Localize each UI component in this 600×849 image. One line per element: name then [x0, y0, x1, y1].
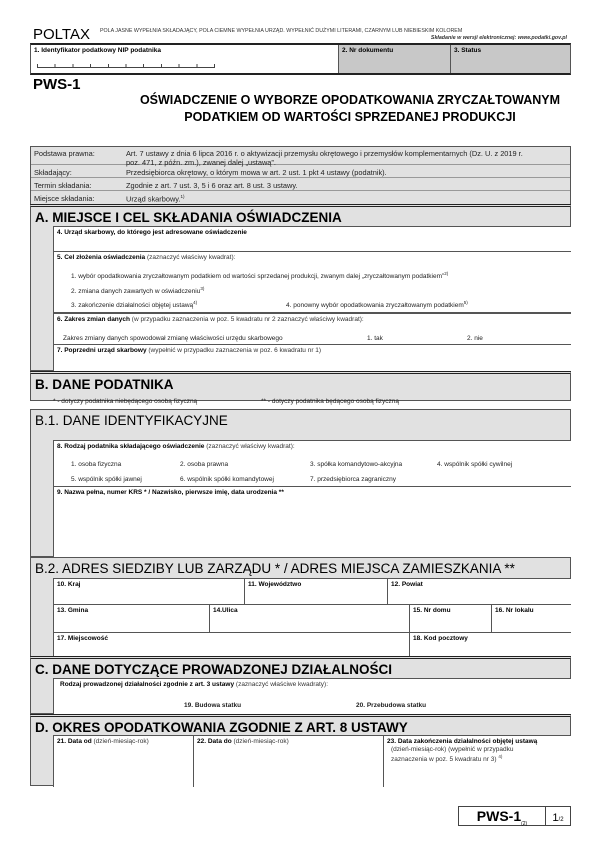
field-14-label: 14.Ulica: [213, 607, 238, 614]
field-17-label: 17. Miejscowość: [57, 635, 108, 642]
info-row-submitter: [31, 166, 570, 178]
info-row-legal-basis: [31, 147, 570, 165]
section-c: [30, 656, 571, 714]
data-changes-option-no[interactable]: 2. nie: [467, 335, 483, 342]
info-label: Miejsce składania:: [34, 194, 95, 203]
footer-form-code: PWS-1: [476, 808, 522, 824]
info-value: Art. 7 ustawy z dnia 6 lipca 2016 r. o aktywizacji przemysłu okrętowego i przemysłów komplementarnych (Dz. U. z 2019 r.: [126, 149, 523, 158]
field-11-label: 11. Województwo: [248, 581, 302, 588]
section-d: [30, 714, 571, 786]
taxpayer-type-option-5[interactable]: 5. wspólnik spółki jawnej: [71, 476, 142, 483]
purpose-option-4[interactable]: 4. ponowny wybór opodatkowania zryczałtowanym podatkiem$^{5)}$: [286, 300, 468, 310]
section-b1: [30, 409, 571, 557]
field-23-note-cont: zaznaczenia w poz. 5 kwadratu nr 3) $^{4)}$: [391, 754, 503, 764]
taxpayer-type-option-7[interactable]: 7. przedsiębiorca zagraniczny: [310, 476, 396, 483]
form-code: PWS-1: [33, 76, 81, 93]
status-field: [451, 45, 570, 73]
data-changes-option-yes[interactable]: 1. tak: [367, 335, 383, 342]
field-5-label: 5. Cel złożenia oświadczenia (zaznaczyć właściwy kwadrat):: [57, 254, 236, 261]
electronic-filing-note: Składanie w wersji elektronicznej: www.podatki.gov.pl: [430, 35, 567, 41]
voivodeship-field[interactable]: [244, 578, 387, 605]
nip-label: 1. Identyfikator podatkowy NIP podatnika: [34, 47, 162, 54]
status-label: 3. Status: [454, 47, 482, 54]
section-d-title: D. OKRES OPODATKOWANIA ZGODNIE Z ART. 8 USTAWY: [35, 720, 408, 735]
legal-entity-note: * - dotyczy podatnika niebędącego osobą fizyczną: [53, 398, 198, 405]
field-21-label: 21. Data od (dzień-miesiąc-rok): [57, 738, 149, 745]
commune-field[interactable]: [53, 605, 209, 633]
form-title-line2: PODATKIEM OD WARTOŚCI SPRZEDANEJ PRODUKCJI: [184, 110, 516, 124]
info-value-cont: poz. 471, z późn. zm.), zwanej dalej „ustawą”.: [126, 158, 276, 167]
field-18-label: 18. Kod pocztowy: [413, 635, 468, 642]
section-b2-title: B.2. ADRES SIEDZIBY LUB ZARZĄDU * / ADRES MIEJSCA ZAMIESZKANIA **: [35, 561, 515, 576]
info-label: Termin składania:: [34, 181, 92, 190]
activity-type-field: [53, 678, 571, 714]
section-b2: [30, 557, 571, 657]
field-10-label: 10. Kraj: [57, 581, 81, 588]
page-total: /2: [558, 817, 564, 823]
taxpayer-type-option-6[interactable]: 6. wspólnik spółki komandytowej: [180, 476, 274, 483]
footer-page-box: [545, 806, 571, 826]
taxpayer-type-option-3[interactable]: 3. spółka komandytowo-akcyjna: [310, 461, 403, 468]
purpose-option-2[interactable]: 2. zmiana danych zawartych w oświadczeniu$^{3)}$: [71, 286, 205, 296]
field-9-label: 9. Nazwa pełna, numer KRS * / Nazwisko, pierwsze imię, data urodzenia **: [57, 489, 284, 496]
shipbuilding-option[interactable]: 19. Budowa statku: [184, 702, 242, 709]
tax-office-field[interactable]: [53, 226, 571, 252]
data-changes-field: [53, 313, 571, 345]
end-date-field[interactable]: [383, 735, 571, 787]
document-number-field: [339, 45, 451, 73]
taxpayer-type-option-2[interactable]: 2. osoba prawna: [180, 461, 229, 468]
house-number-field[interactable]: [409, 605, 491, 633]
fill-instruction: POLA JASNE WYPEŁNIA SKŁADAJĄCY, POLA CIEMNE WYPEŁNIA URZĄD. WYPEŁNIĆ DUŻYMI LITERAMI, CZARNYM LUB NIEBIESKIM KOLOREM: [100, 28, 463, 34]
field-23-note: (dzień-miesiąc-rok) (wypełnić w przypadku: [391, 746, 514, 753]
activity-type-label: Rodzaj prowadzonej działalności zgodnie z art. 3 ustawy (zaznaczyć właściwe kwadraty):: [60, 681, 329, 688]
footer-version: (2): [521, 821, 528, 828]
section-c-title: C. DANE DOTYCZĄCE PROWADZONEJ DZIAŁALNOŚCI: [35, 662, 393, 677]
section-a: [30, 204, 571, 371]
info-label: Składający:: [34, 168, 72, 177]
apartment-number-field[interactable]: [491, 605, 571, 633]
field-4-label: 4. Urząd skarbowy, do którego jest adresowane oświadczenie: [57, 229, 247, 236]
info-value: Przedsiębiorca okrętowy, o którym mowa w art. 2 ust. 1 pkt 4 ustawy (podatnik).: [126, 168, 387, 177]
taxpayer-type-field: [53, 440, 571, 487]
taxpayer-type-option-1[interactable]: 1. osoba fizyczna: [71, 461, 122, 468]
county-field[interactable]: [387, 578, 571, 605]
previous-tax-office-field[interactable]: [53, 345, 571, 372]
info-row-deadline: [31, 179, 570, 191]
full-name-field[interactable]: [53, 487, 571, 557]
field-7-label: 7. Poprzedni urząd skarbowy (wypełnić w przypadku zaznaczenia w poz. 6 kwadratu nr 1): [57, 347, 322, 354]
section-b-title: B. DANE PODATNIKA: [35, 377, 174, 392]
section-b: [30, 371, 571, 405]
field-16-label: 16. Nr lokalu: [495, 607, 534, 614]
footer-code-box: [458, 806, 546, 826]
poltax-logo: POLTAX: [33, 26, 90, 43]
section-a-title: A. MIEJSCE I CEL SKŁADANIA OŚWIADCZENIA: [35, 210, 342, 225]
natural-person-note: ** - dotyczy podatnika będącego osobą fizyczną: [261, 398, 400, 405]
field-13-label: 13. Gmina: [57, 607, 89, 614]
street-field[interactable]: [209, 605, 409, 633]
ship-conversion-option[interactable]: 20. Przebudowa statku: [356, 702, 427, 709]
purpose-option-3[interactable]: 3. zakończenie działalności objętej ustawą$^{4)}$: [71, 300, 198, 310]
data-changes-text: Zakres zmiany danych spowodował zmianę właściwości urzędu skarbowego: [63, 335, 283, 342]
purpose-field: [53, 252, 571, 313]
field-12-label: 12. Powiat: [391, 581, 423, 588]
form-title-line1: OŚWIADCZENIE O WYBORZE OPODATKOWANIA ZRYCZAŁTOWANYM: [139, 93, 561, 107]
purpose-option-1[interactable]: 1. wybór opodatkowania zryczałtowanym podatkiem od wartości sprzedanej produkcji, zwanym dalej „zryczałtowanym podatkiem”$^{2)}$: [71, 271, 449, 281]
header-fields-row: [30, 43, 571, 75]
postal-code-field[interactable]: [409, 633, 571, 657]
field-15-label: 15. Nr domu: [413, 607, 451, 614]
section-b1-title: B.1. DANE IDENTYFIKACYJNE: [35, 413, 228, 428]
field-6-label: 6. Zakres zmian danych (w przypadku zaznaczenia w poz. 5 kwadratu nr 2 zaznaczyć właściwy kwadrat):: [57, 316, 364, 323]
page-number: 1: [552, 812, 559, 824]
nip-digit-ticks: [37, 64, 215, 68]
info-label: Podstawa prawna:: [34, 149, 95, 158]
document-number-label: 2. Nr dokumentu: [342, 47, 394, 54]
field-23-label: 23. Data zakończenia działalności objętej ustawą: [387, 738, 538, 745]
country-field[interactable]: [53, 578, 244, 605]
city-field[interactable]: [53, 633, 409, 657]
info-value: Zgodnie z art. 7 ust. 3, 5 i 6 oraz art. 8 ust. 3 ustawy.: [126, 181, 298, 190]
date-to-field[interactable]: [193, 735, 383, 787]
info-value: Urząd skarbowy.$^{1)}$: [126, 194, 185, 204]
info-row-place: [31, 192, 570, 204]
nip-field[interactable]: [31, 45, 339, 73]
field-22-label: 22. Data do (dzień-miesiąc-rok): [197, 738, 289, 745]
field-8-label: 8. Rodzaj podatnika składającego oświadczenie (zaznaczyć właściwy kwadrat):: [57, 443, 295, 450]
taxpayer-type-option-4[interactable]: 4. wspólnik spółki cywilnej: [437, 461, 513, 468]
date-from-field[interactable]: [53, 735, 193, 787]
